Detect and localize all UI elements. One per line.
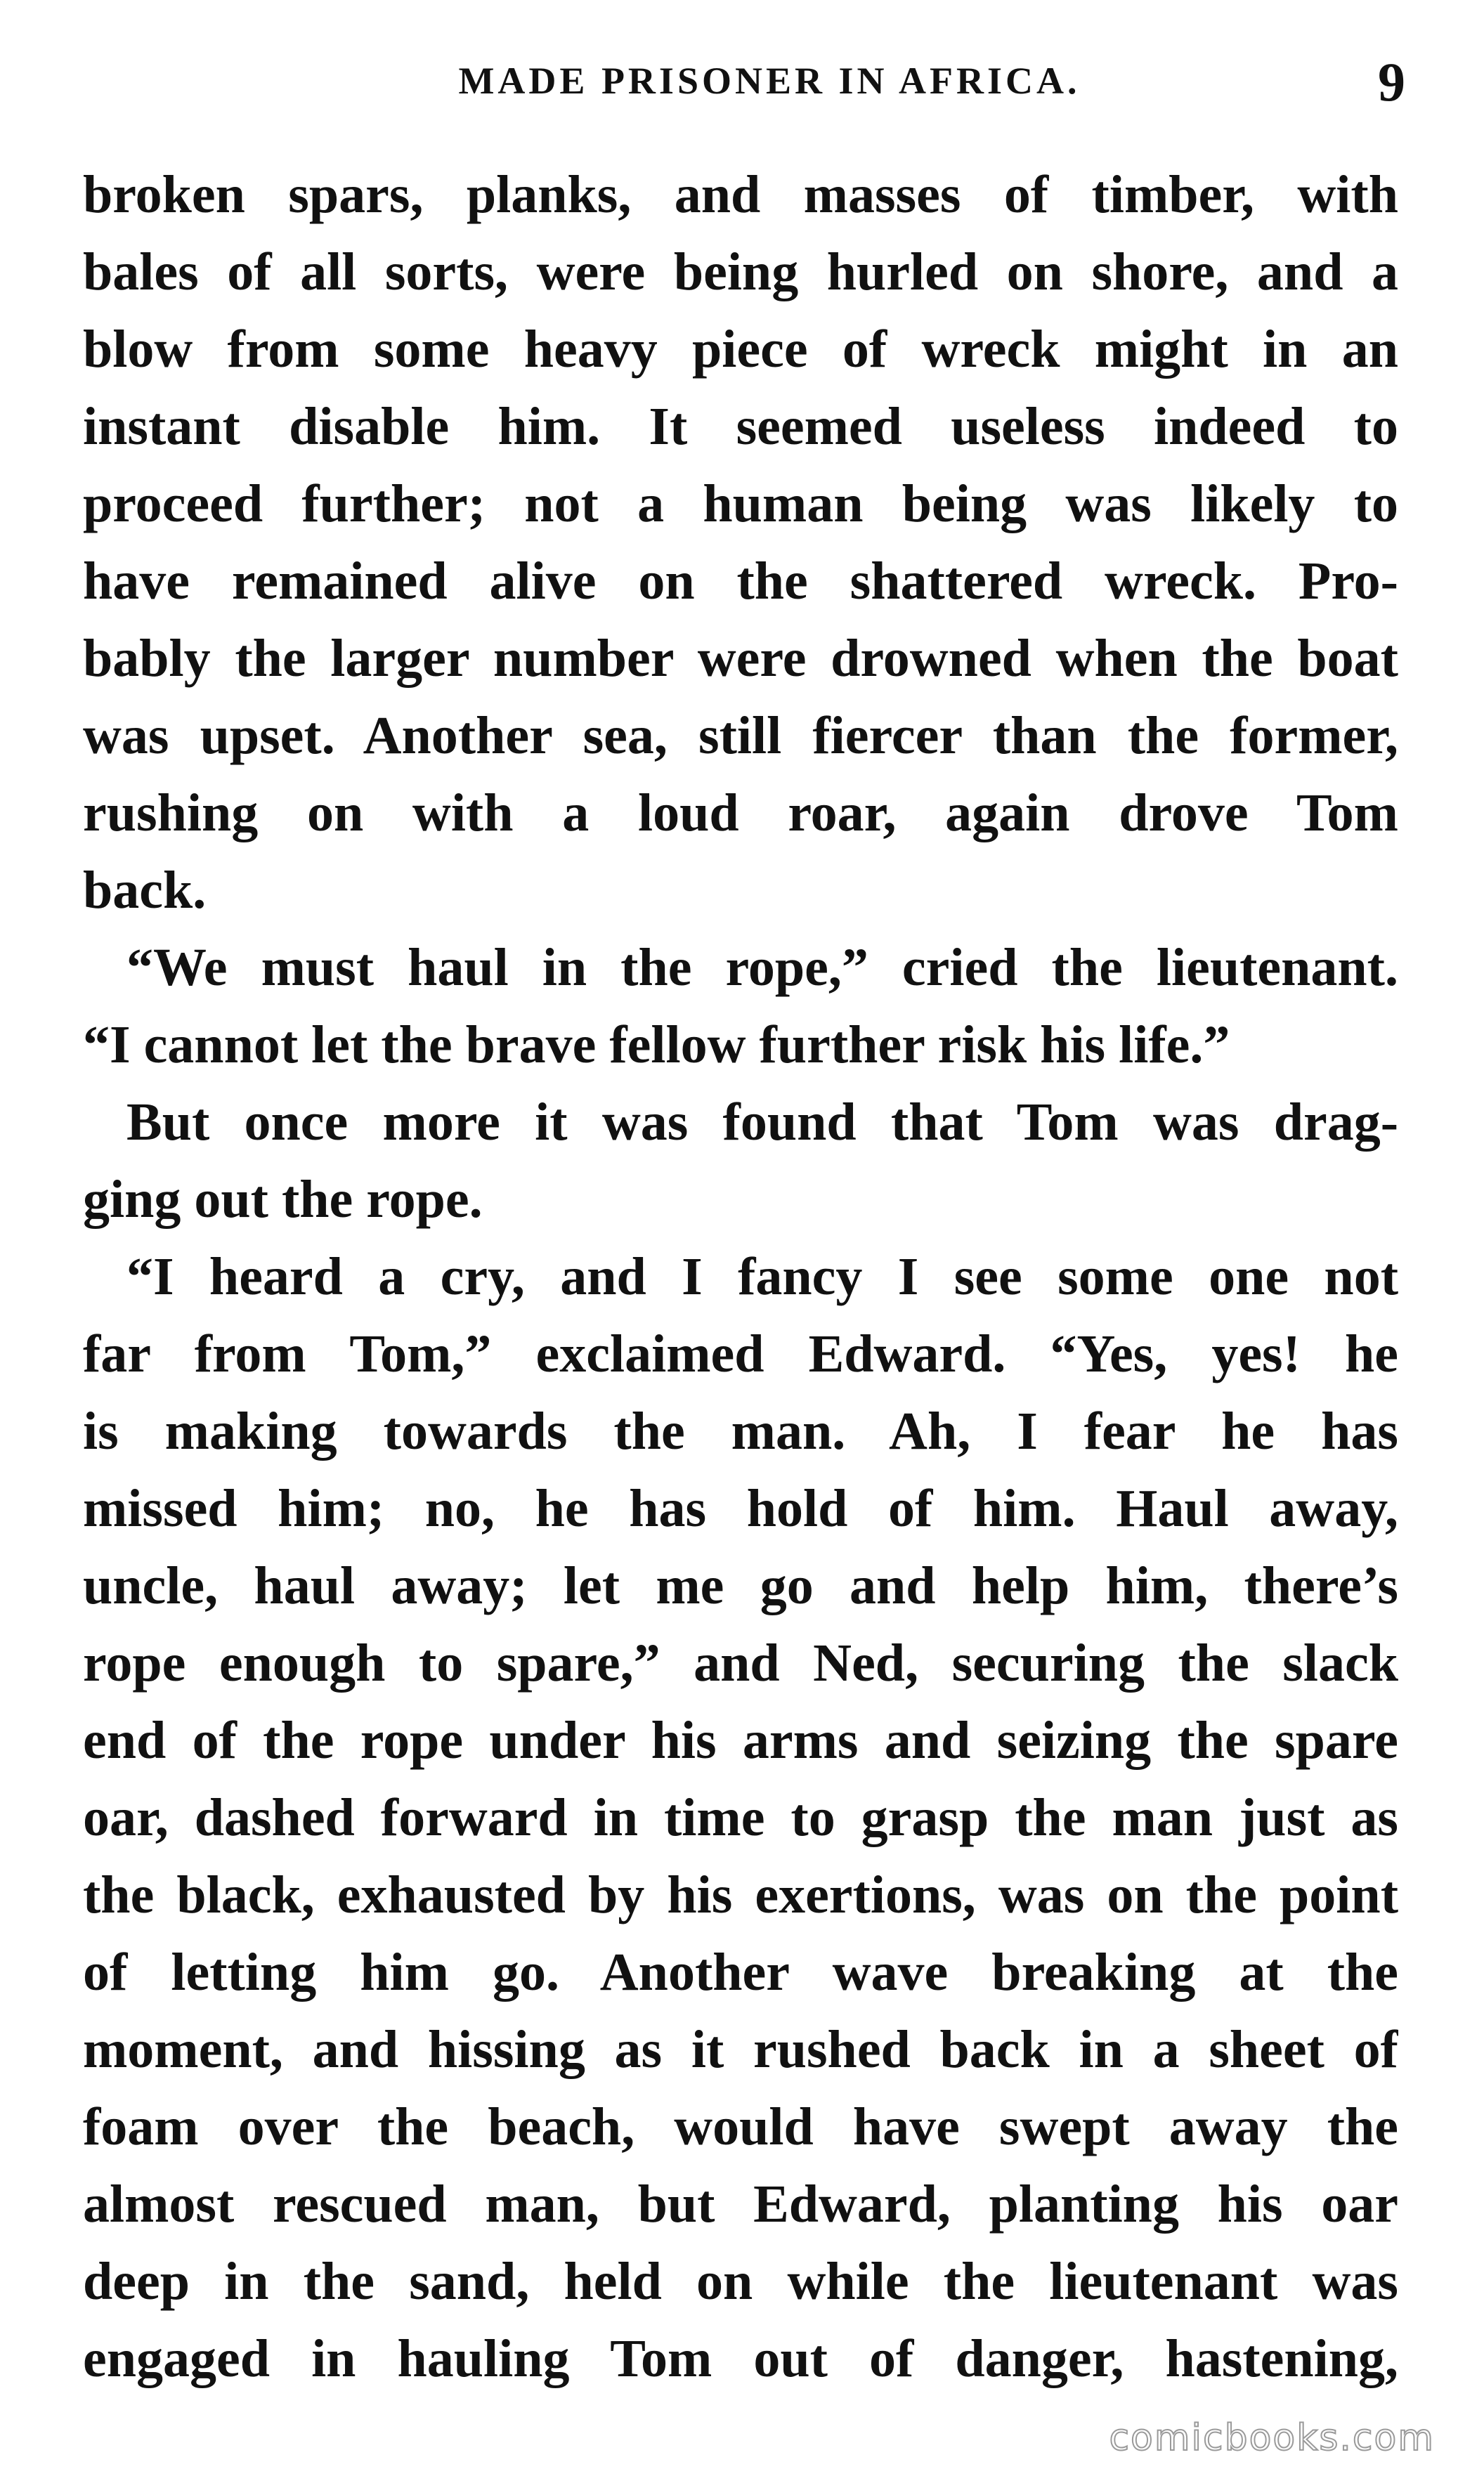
page-number: 9 xyxy=(1378,51,1405,112)
text-line: far from Tom,” exclaimed Edward. “Yes, yes! he xyxy=(83,1324,1398,1383)
text-line: missed him; no, he has hold of him. Haul away, xyxy=(83,1479,1398,1538)
text-line: “I heard a cry, and I fancy I see some one not xyxy=(126,1247,1398,1306)
body-text xyxy=(83,156,1398,2397)
text-line: end of the rope under his arms and seizing the spare xyxy=(83,1711,1398,1770)
text-line: almost rescued man, but Edward, planting his oar xyxy=(83,2175,1398,2234)
text-line: “I cannot let the brave fellow further risk his life.” xyxy=(83,1015,1230,1074)
text-line: “We must haul in the rope,” cried the lieutenant. xyxy=(126,938,1398,997)
text-line: rushing on with a loud roar, again drove Tom xyxy=(83,783,1398,842)
text-line: bales of all sorts, were being hurled on shore, and a xyxy=(83,242,1398,301)
text-line: broken spars, planks, and masses of timber, with xyxy=(83,165,1398,224)
text-line: of letting him go. Another wave breaking at the xyxy=(83,1943,1398,2002)
text-line: moment, and hissing as it rushed back in a sheet of xyxy=(83,2020,1398,2079)
watermark: comicbooks.com xyxy=(1109,2417,1435,2459)
running-header xyxy=(91,51,1405,118)
text-line: instant disable him. It seemed useless indeed to xyxy=(83,397,1398,456)
text-line: proceed further; not a human being was likely to xyxy=(83,474,1398,533)
text-line: have remained alive on the shattered wreck. Pro- xyxy=(83,552,1398,611)
text-line: rope enough to spare,” and Ned, securing the slack xyxy=(83,1634,1398,1693)
text-line: foam over the beach, would have swept away the xyxy=(83,2097,1398,2156)
text-line: is making towards the man. Ah, I fear he has xyxy=(83,1402,1398,1461)
text-line: deep in the sand, held on while the lieutenant was xyxy=(83,2252,1398,2311)
text-line: the black, exhausted by his exertions, was on the point xyxy=(83,1865,1398,1924)
text-line: was upset. Another sea, still fiercer than the former, xyxy=(83,706,1398,765)
running-title: MADE PRISONER IN AFRICA. xyxy=(458,60,1081,102)
text-line: back. xyxy=(83,861,207,920)
text-line: engaged in hauling Tom out of danger, hastening, xyxy=(83,2329,1398,2388)
text-line: bably the larger number were drowned when the boat xyxy=(83,629,1398,688)
text-line: ging out the rope. xyxy=(83,1170,483,1229)
text-line: blow from some heavy piece of wreck might in an xyxy=(83,320,1398,379)
text-line: But once more it was found that Tom was drag- xyxy=(126,1093,1398,1152)
text-line: uncle, haul away; let me go and help him, there’s xyxy=(83,1556,1398,1615)
text-line: oar, dashed forward in time to grasp the man just as xyxy=(83,1788,1398,1847)
